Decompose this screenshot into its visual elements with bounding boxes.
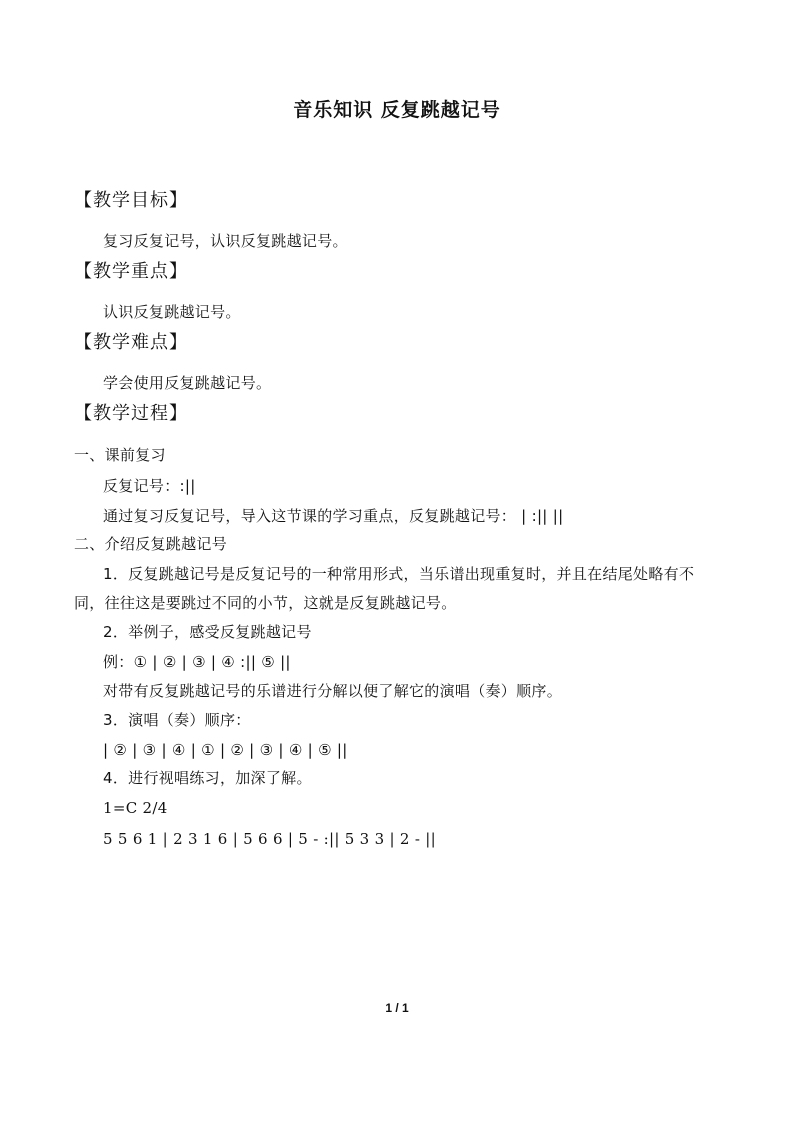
key-point-text: 认识反复跳越记号。 — [103, 303, 241, 321]
difficulty-text: 学会使用反复跳越记号。 — [103, 374, 272, 392]
section-heading-goal: 【教学目标】 — [74, 190, 188, 211]
part2-example: 例：① | ② | ③ | ④ :|| ⑤ || — [103, 653, 291, 671]
section-heading-key-point: 【教学重点】 — [74, 261, 188, 282]
part2-order: | ② | ③ | ④ | ① | ② | ③ | ④ | ⑤ || — [103, 741, 348, 759]
part2-notation: 5 5 6 1 | 2 3 1 6 | 5 6 6 | 5 - :|| 5 3 3 | 2 - || — [103, 830, 436, 848]
part2-item1-line1: 1．反复跳越记号是反复记号的一种常用形式，当乐谱出现重复时，并且在结尾处略有不 — [103, 565, 695, 583]
part2-item2: 2．举例子，感受反复跳越记号 — [103, 623, 312, 641]
part2-explain: 对带有反复跳越记号的乐谱进行分解以便了解它的演唱（奏）顺序。 — [103, 682, 563, 700]
part2-item4: 4．进行视唱练习，加深了解。 — [103, 769, 312, 787]
goal-text: 复习反复记号，认识反复跳越记号。 — [103, 232, 348, 250]
part1-heading: 一、课前复习 — [74, 446, 166, 464]
page-number: 1 / 1 — [385, 1001, 409, 1015]
part2-item1-line2: 同，往往这是要跳过不同的小节，这就是反复跳越记号。 — [74, 594, 457, 612]
section-heading-process: 【教学过程】 — [74, 403, 188, 424]
part1-repeat-sign: 反复记号：:|| — [103, 477, 196, 495]
part2-heading: 二、介绍反复跳越记号 — [74, 535, 228, 553]
part2-item3: 3．演唱（奏）顺序： — [103, 711, 251, 729]
section-heading-difficulty: 【教学难点】 — [74, 332, 188, 353]
page-title: 音乐知识 反复跳越记号 — [293, 99, 501, 121]
part2-key-signature: 1=C 2/4 — [103, 799, 168, 817]
part1-intro: 通过复习反复记号，导入这节课的学习重点，反复跳越记号： | :|| || — [103, 507, 564, 525]
